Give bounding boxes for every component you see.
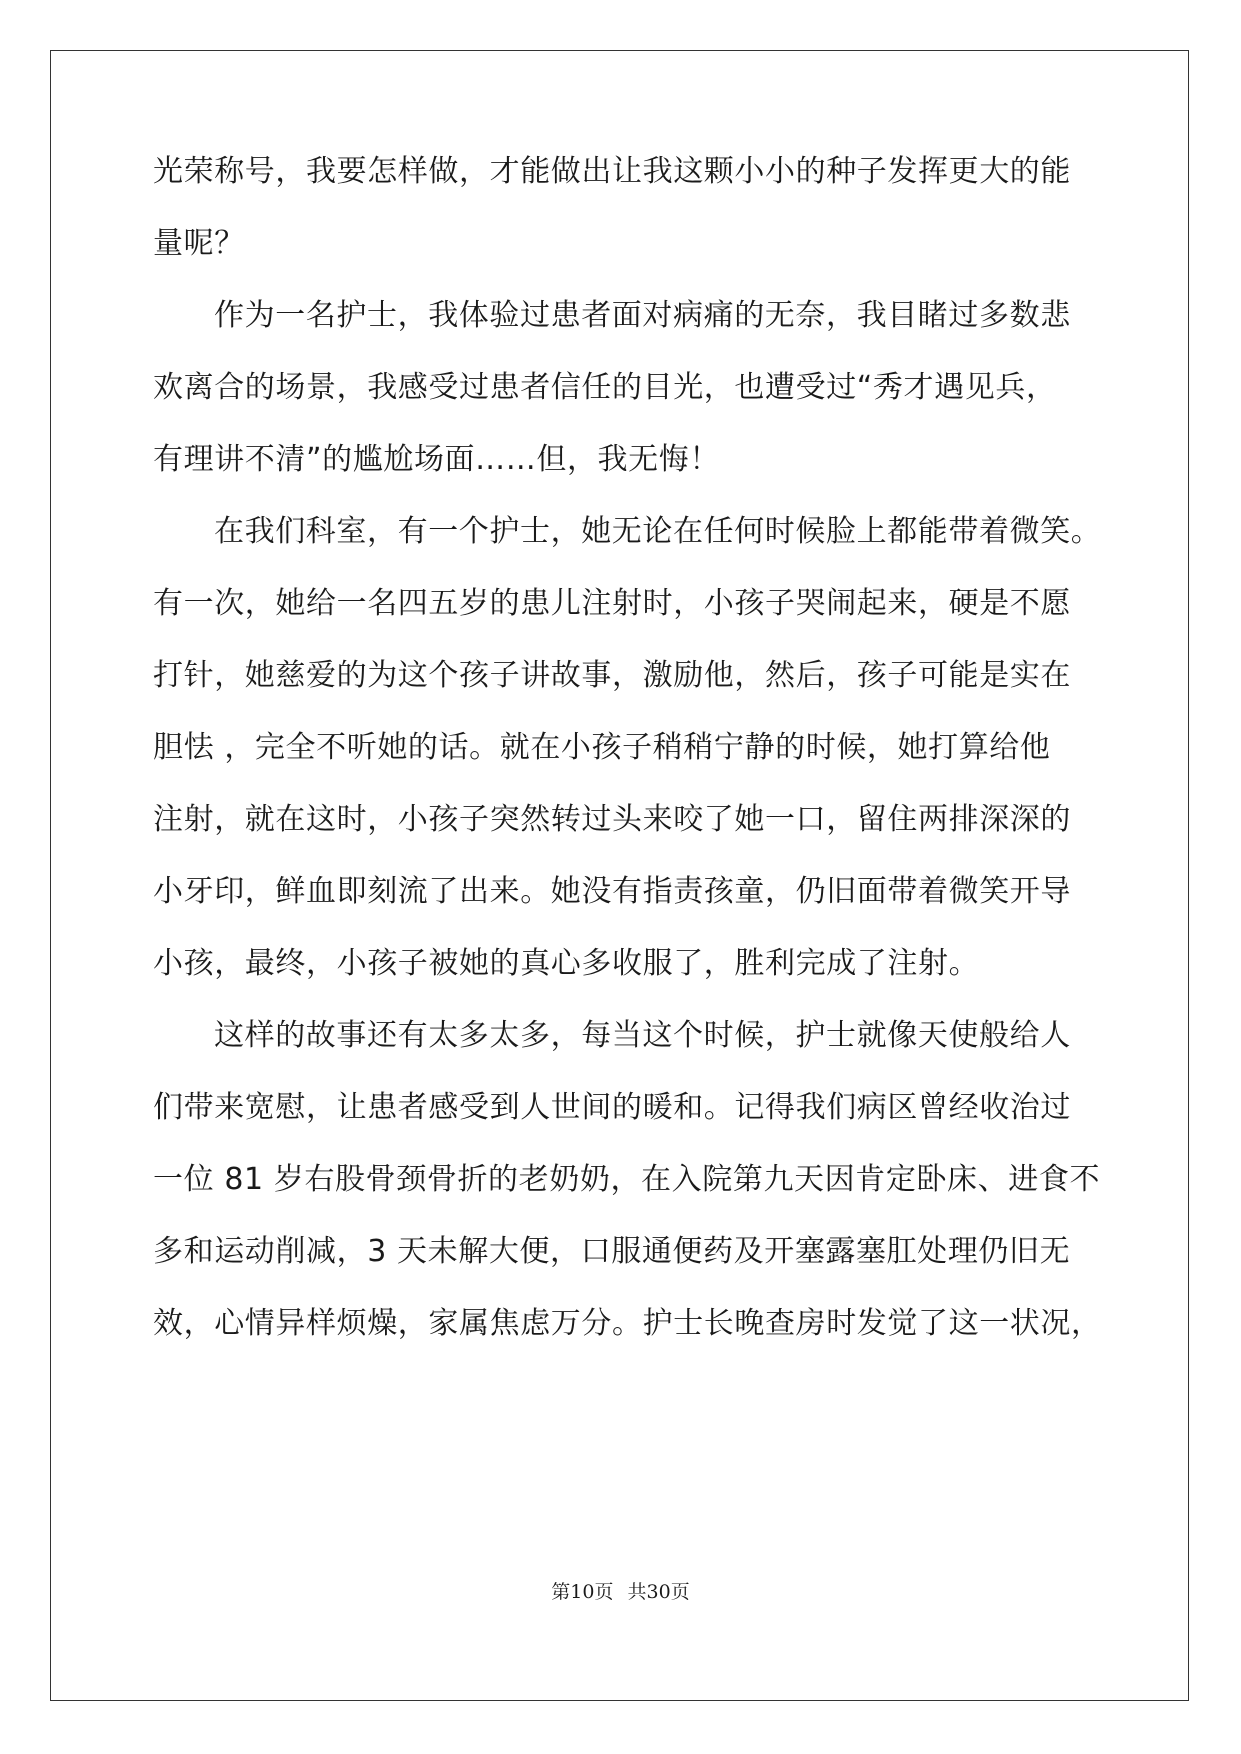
page-total: 共30页 — [627, 1581, 690, 1603]
body-line-16: 多和运动削减，3 天未解大便，口服通便药及开塞露塞肛处理仍旧无 — [153, 1234, 1071, 1269]
paragraph-start-line: 这样的故事还有太多太多，每当这个时候，护士就像天使般给人 — [214, 1018, 1071, 1053]
body-line-17: 效，心情异样烦燥，家属焦虑万分。护士长晚查房时发觉了这一状况， — [153, 1306, 1102, 1341]
body-line-11: 小牙印，鲜血即刻流了出来。她没有指责孩童，仍旧面带着微笑开导 — [153, 874, 1071, 909]
body-line-9: 胆怯 ，完全不听她的话。就在小孩子稍稍宁静的时候，她打算给他 — [153, 730, 1051, 765]
body-line-8: 打针，她慈爱的为这个孩子讲故事，激励他，然后，孩子可能是实在 — [153, 658, 1071, 693]
body-line-14: 们带来宽慰，让患者感受到人世间的暖和。记得我们病区曾经收治过 — [153, 1090, 1071, 1125]
body-line-12: 小孩，最终，小孩子被她的真心多收服了，胜利完成了注射。 — [153, 946, 980, 981]
page-footer — [0, 1580, 1241, 1604]
body-line-2: 量呢？ — [153, 226, 245, 261]
body-line-15: 一位 81 岁右股骨颈骨折的老奶奶，在入院第九天因肯定卧床、进食不 — [153, 1162, 1101, 1197]
paragraph-start-line: 作为一名护士，我体验过患者面对病痛的无奈，我目睹过多数悲 — [214, 298, 1071, 333]
body-line-5: 有理讲不清”的尴尬场面……但，我无悔！ — [153, 442, 720, 477]
body-line-7: 有一次，她给一名四五岁的患儿注射时，小孩子哭闹起来，硬是不愿 — [153, 586, 1071, 621]
body-line-1: 光荣称号，我要怎样做，才能做出让我这颗小小的种子发挥更大的能 — [153, 154, 1071, 189]
paragraph-start-line: 在我们科室，有一个护士，她无论在任何时候脸上都能带着微笑。 — [214, 514, 1102, 549]
body-line-4: 欢离合的场景，我感受过患者信任的目光，也遭受过“秀才遇见兵， — [153, 370, 1057, 405]
page-number: 第10页 — [551, 1581, 614, 1603]
body-line-10: 注射，就在这时，小孩子突然转过头来咬了她一口，留住两排深深的 — [153, 802, 1071, 837]
